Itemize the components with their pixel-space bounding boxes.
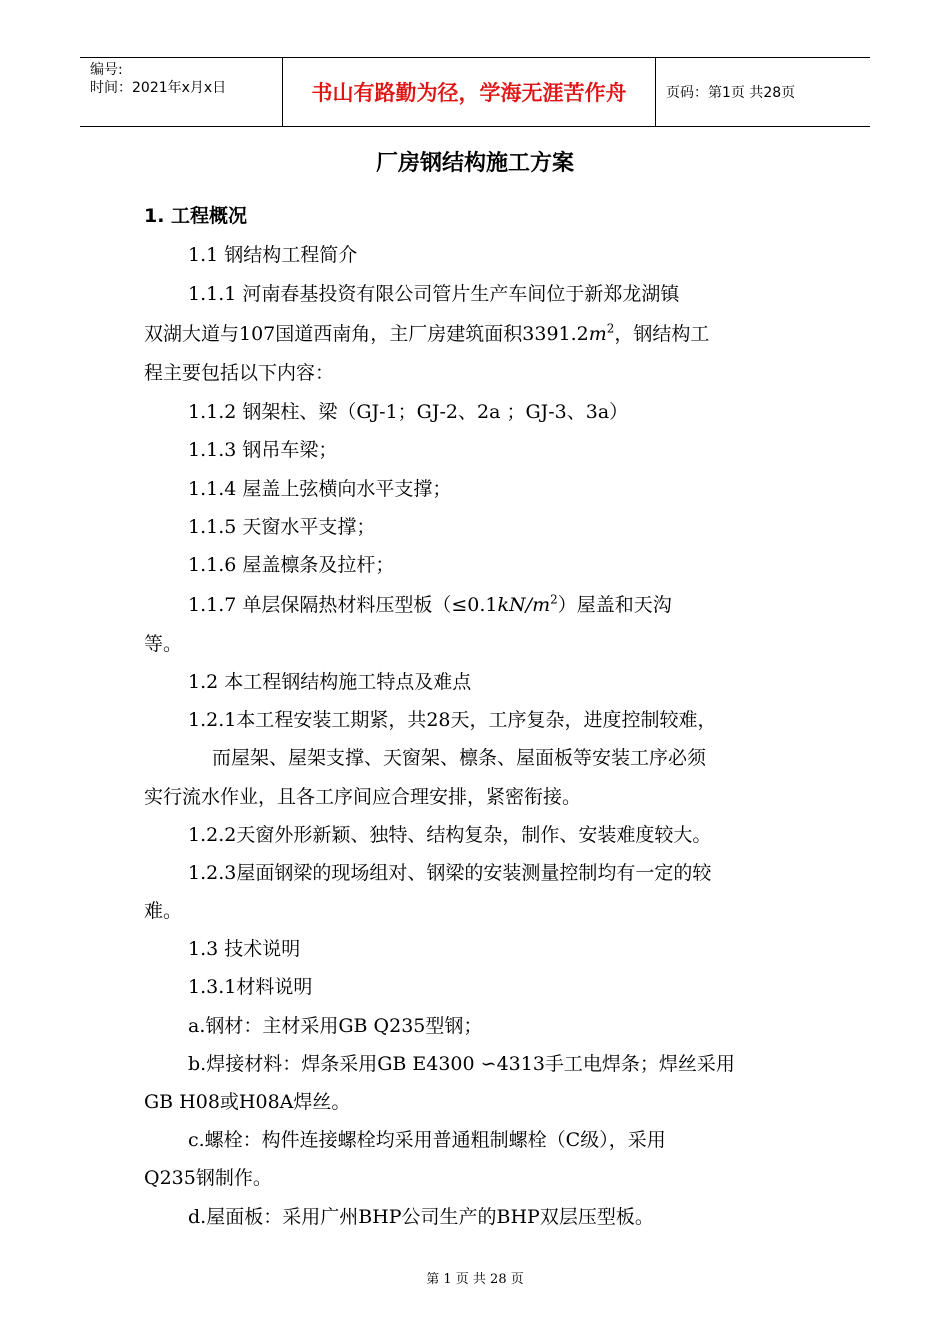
document-title: 厂房钢结构施工方案 xyxy=(375,151,574,176)
page-footer: 第 1 页 共 28 页 xyxy=(426,1272,524,1287)
paragraph-1-2-2: 1.2.2天窗外形新颖、独特、结构复杂，制作、安装难度较大。 xyxy=(188,824,712,846)
unit-exponent: 2 xyxy=(550,592,558,607)
unit-m: m xyxy=(588,323,607,345)
subsection-1-1: 1.1 钢结构工程简介 xyxy=(188,244,358,266)
material-item-c-line1: c.螺栓：构件连接螺栓均采用普通粗制螺栓（C级），采用 xyxy=(188,1129,666,1151)
material-item-c-line2: Q235钢制作。 xyxy=(144,1167,272,1189)
material-item-b-line2: GB H08或H08A焊丝。 xyxy=(144,1091,351,1113)
item-1-1-5: 1.1.5 天窗水平支撑； xyxy=(188,516,376,538)
paragraph-1-1-1-line2 xyxy=(144,321,709,347)
text-segment: 1.1.7 单层保隔热材料压型板（≤0.1 xyxy=(188,594,498,616)
paragraph-1-2-1-line1: 1.2.1本工程安装工期紧，共28天，工序复杂，进度控制较难， xyxy=(188,709,717,731)
item-1-1-3: 1.1.3 钢吊车梁； xyxy=(188,439,338,461)
text-segment: 双湖大道与107国道西南角，主厂房建筑面积3391.2 xyxy=(144,323,589,345)
paragraph-1-1-1-line1: 1.1.1 河南春基投资有限公司管片生产车间位于新郑龙湖镇 xyxy=(188,283,680,305)
text-segment: ，钢结构工 xyxy=(614,323,710,345)
item-1-1-7-line1 xyxy=(188,592,672,618)
paragraph-1-2-3-line2: 难。 xyxy=(144,900,183,922)
item-1-1-2: 1.1.2 钢架柱、梁（GJ-1；GJ-2、2a ；GJ-3、3a） xyxy=(188,401,629,423)
date-label: 时间：2021年x月x日 xyxy=(90,80,227,96)
paragraph-1-2-3-line1: 1.2.3屋面钢梁的现场组对、钢梁的安装测量控制均有一定的较 xyxy=(188,862,712,884)
subsection-1-2: 1.2 本工程钢结构施工特点及难点 xyxy=(188,671,472,693)
text-segment: ）屋盖和天沟 xyxy=(557,594,672,616)
paragraph-1-2-1-line2: 而屋架、屋架支撑、天窗架、檩条、屋面板等安装工序必须 xyxy=(212,747,707,769)
material-item-b-line1: b.焊接材料：焊条采用GB E4300 ∽4313手工电焊条；焊丝采用 xyxy=(188,1053,735,1075)
item-1-1-6: 1.1.6 屋盖檩条及拉杆； xyxy=(188,554,395,576)
paragraph-1-1-1-line3: 程主要包括以下内容： xyxy=(144,362,335,384)
serial-label: 编号: xyxy=(90,62,123,78)
header-motto: 书山有路勤为径，学海无涯苦作舟 xyxy=(282,58,656,126)
subsection-1-3: 1.3 技术说明 xyxy=(188,938,301,960)
page-header xyxy=(80,57,870,127)
header-page-info: 页码：第1页 共28页 xyxy=(666,85,796,101)
section-heading: 1. 工程概况 xyxy=(144,205,248,227)
subsection-1-3-1: 1.3.1材料说明 xyxy=(188,976,313,998)
item-1-1-4: 1.1.4 屋盖上弦横向水平支撑； xyxy=(188,478,452,500)
item-1-1-7-line2: 等。 xyxy=(144,633,183,655)
material-item-d: d.屋面板：采用广州BHP公司生产的BHP双层压型板。 xyxy=(188,1206,654,1228)
material-item-a: a.钢材：主材采用GB Q235型钢； xyxy=(188,1015,483,1037)
header-meta xyxy=(80,58,282,126)
paragraph-1-2-1-line3: 实行流水作业，且各工序间应合理安排，紧密衔接。 xyxy=(144,786,582,808)
unit-exponent: 2 xyxy=(606,321,615,336)
unit-kn-m: kN/m xyxy=(497,594,551,616)
